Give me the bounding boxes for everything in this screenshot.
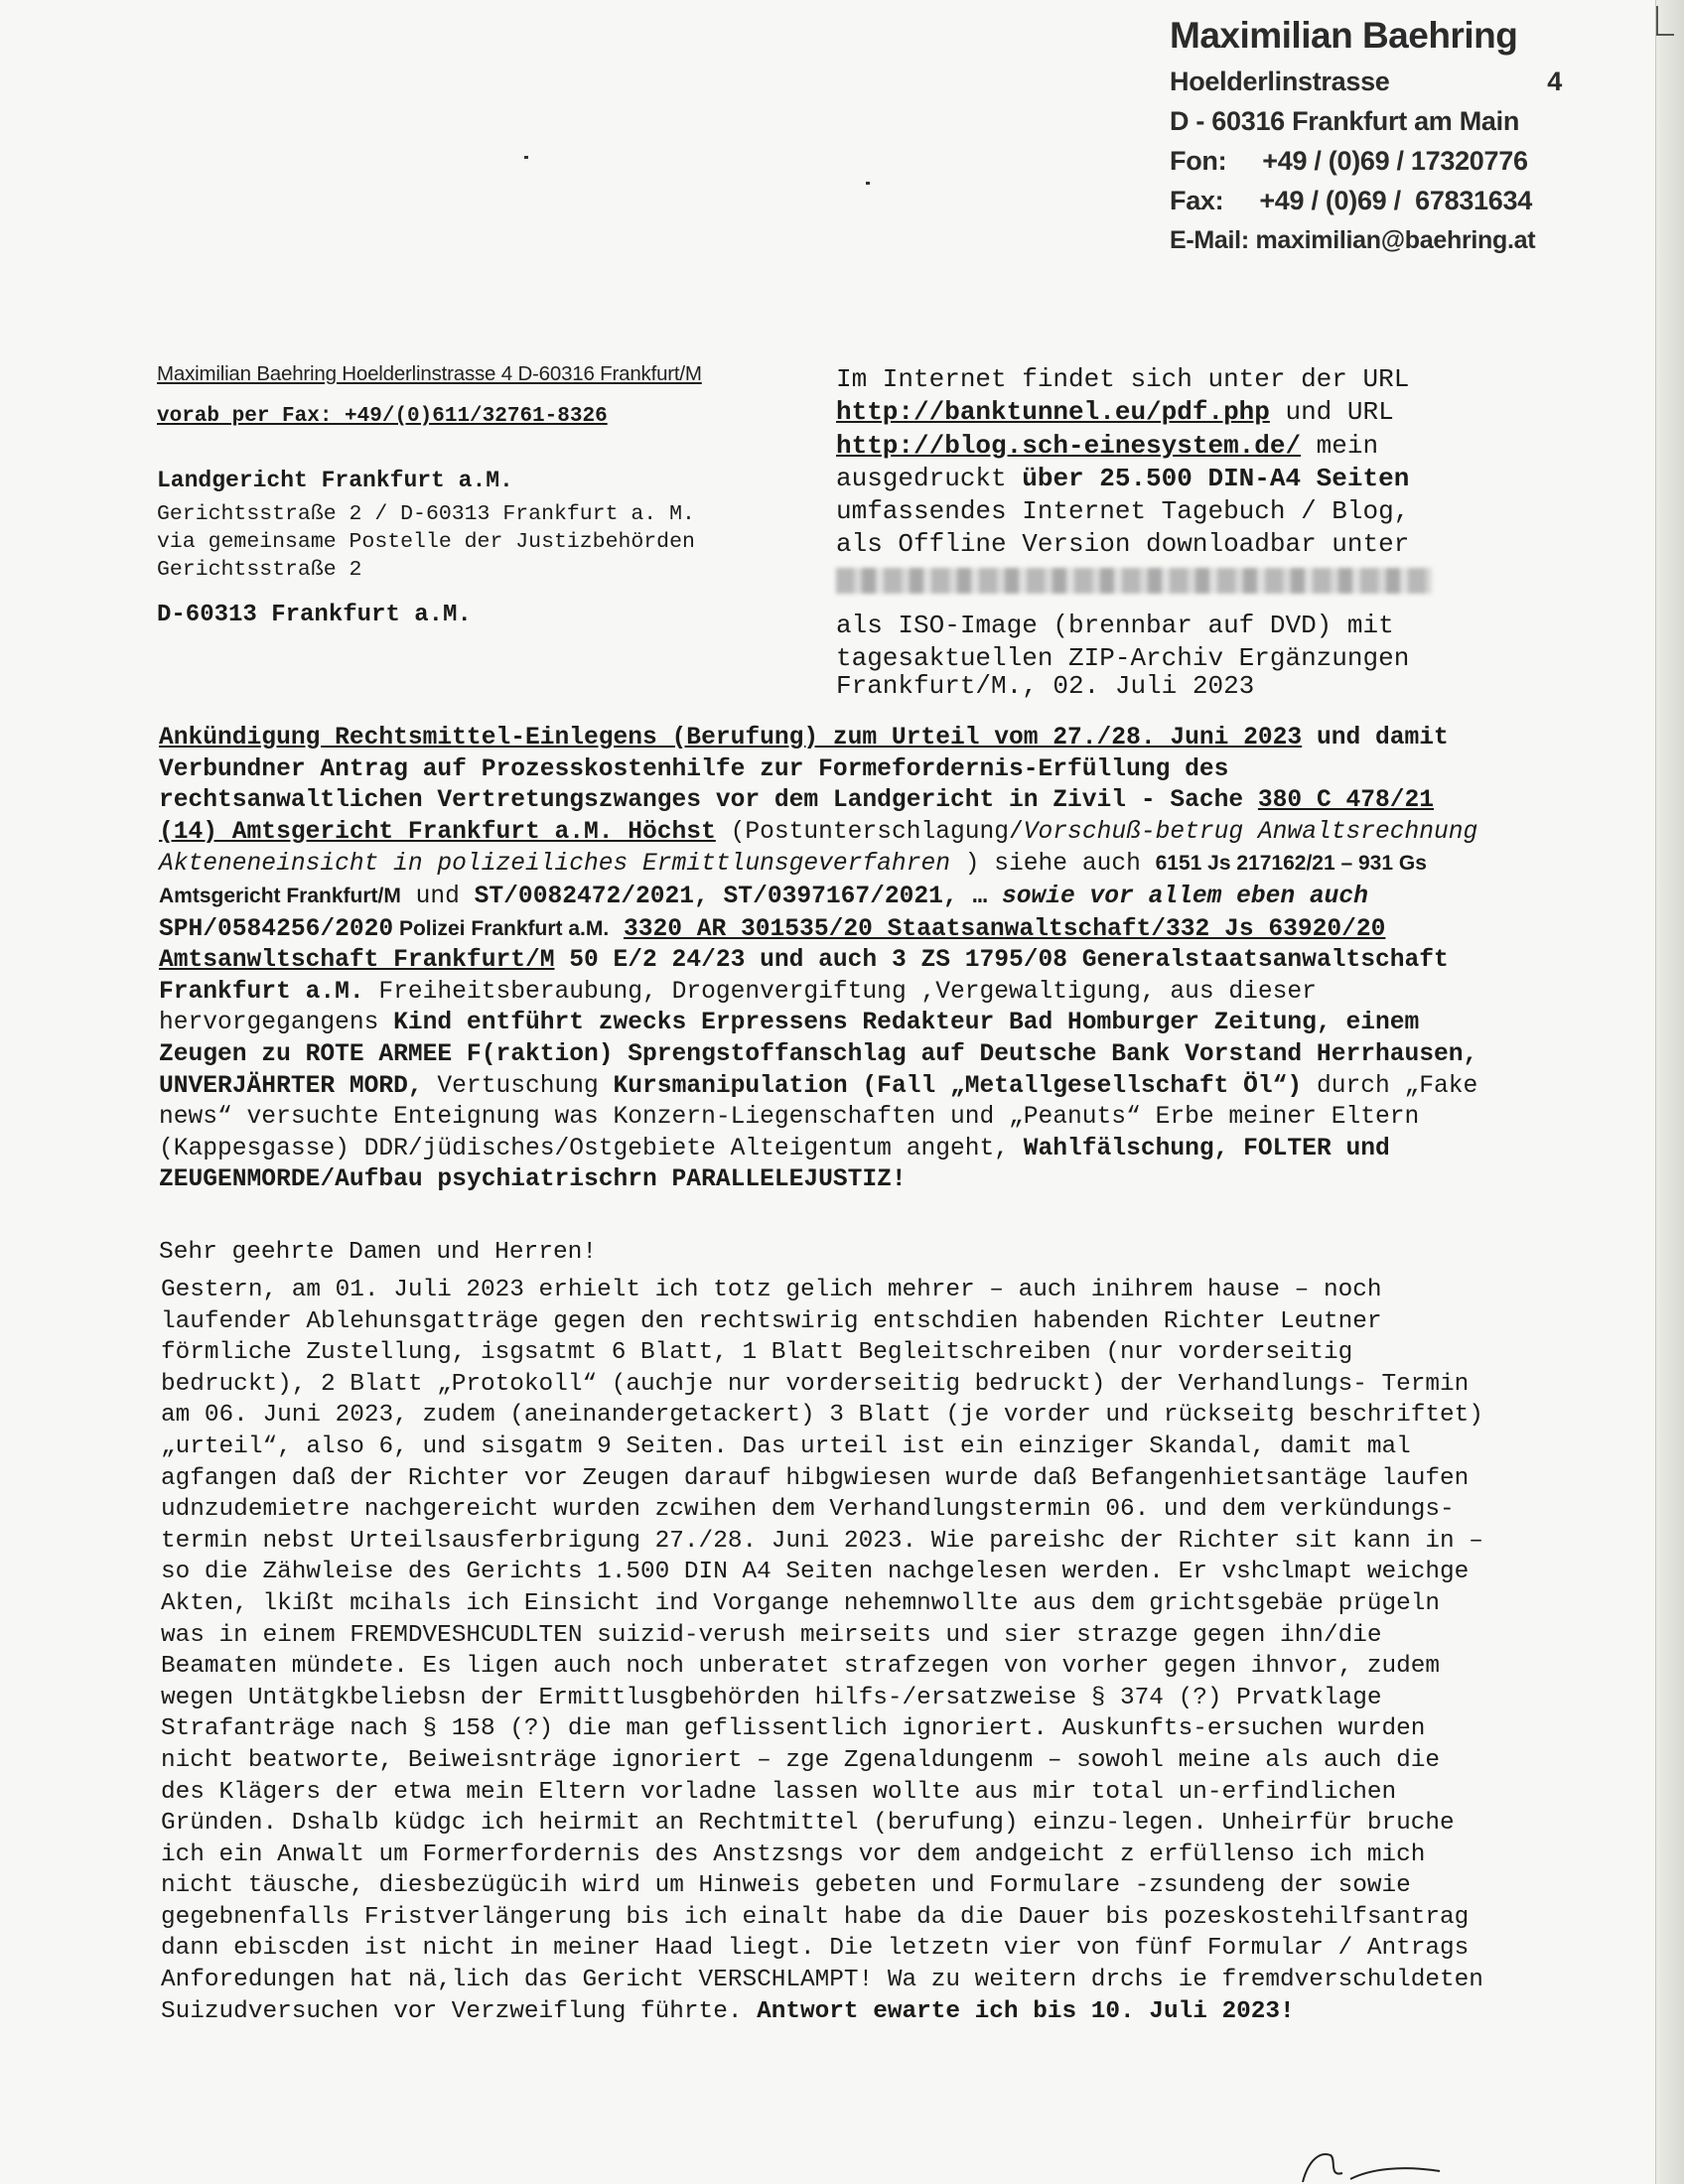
letterhead-email: E-Mail: maximilian@baehring.at bbox=[1170, 226, 1536, 254]
letterhead-name: Maximilian Baehring bbox=[1170, 15, 1518, 56]
redacted-url bbox=[836, 562, 1491, 610]
salutation: Sehr geehrte Damen und Herren! bbox=[159, 1239, 598, 1266]
info-line: tagesaktuellen ZIP-Archiv Ergänzungen bbox=[836, 643, 1410, 674]
page-corner-mark bbox=[1656, 6, 1674, 36]
closing-demand: Antwort ewarte ich bis 10. Juli 2023! bbox=[757, 1997, 1295, 2025]
recipient-line-2: via gemeinsame Postelle der Justizbehörden bbox=[157, 530, 695, 554]
internet-info-block bbox=[836, 363, 1491, 676]
subject-title: Ankündigung Rechtsmittel-Einlegens (Berufung) zum Urteil vom 27./28. Juni 2023 bbox=[159, 725, 1303, 751]
letterhead-fax-row bbox=[1170, 181, 1567, 220]
case-number: ST/0082472/2021, ST/0397167/2021, … bbox=[474, 883, 988, 910]
letterhead-phone-row bbox=[1170, 141, 1567, 181]
case-number: 6151 Js 217162/21 – 931 Gs Amtsgericht Frankfurt/M bbox=[159, 852, 1427, 907]
case-number: 3320 AR 301535/20 Staatsanwaltschaft/332 Js 63920/20 Amtsanwltschaft Frankfurt/M bbox=[159, 915, 1386, 975]
recipient-line-1: Gerichtsstraße 2 / D-60313 Frankfurt a. M. bbox=[157, 502, 695, 526]
fax-advance-line: vorab per Fax: +49/(0)611/32761-8326 bbox=[157, 405, 608, 428]
info-line: ausgedruckt über 25.500 DIN-A4 Seiten bbox=[836, 463, 1410, 493]
letter-body bbox=[161, 1275, 1491, 2027]
letter-date: Frankfurt/M., 02. Juli 2023 bbox=[836, 671, 1255, 701]
fax-number: +49 / (0)69 / 67831634 bbox=[1259, 186, 1532, 215]
subject-block: Ankündigung Rechtsmittel-Einlegens (Berufung) zum Urteil vom 27./28. Juni 2023 und damit Verbundner Antrag auf Prozesskostenhilfe zur Formefordernis-Erfüllung des rechtsanwaltlichen Vertretungszwanges vor dem Landgericht in Zivil - Sache 380 C 478/21 (14) Amtsgericht Frankfurt a.M. Höchst (Postunterschlagung/Vorschuß-betrug Anwaltsrechnung Akteneneinsicht in polizeiliches Ermittlunsgeverfahren ) siehe auch 6151 Js 217162/21 – 931 Gs Amtsgericht Frankfurt/M und ST/0082472/2021, ST/0397167/2021, … sowie vor allem eben auch SPH/0584256/2020 Polizei Frankfurt a.M. 3320 AR 301535/20 Staatsanwaltschaft/332 Js 63920/20 Amtsanwltschaft Frankfurt/M 50 E/2 24/23 und auch 3 ZS 1795/08 Generalstaatsanwaltschaft Frankfurt a.M. Freiheitsberaubung, Drogenvergiftung ,Vergewaltigung, aus dieser hervorgegangens Kind entführt zwecks Erpressens Redakteur Bad Homburger Zeitung, einem Zeugen zu ROTE ARMEE F(raktion) Sprengstoffanschlag auf Deutsche Bank Vorstand Herrhausen, UNVERJÄHRTER MORD, Vertuschung Kursmanipulation (Fall „Metallgesellschaft Öl“) durch „Fake news“ versuchte Enteignung was Konzern-Liegenschaften und „Peanuts“ Erbe meiner Eltern (Kappesgasse) DDR/jüdisches/Ostgebiete Alteigentum angeht, Wahlfälschung, FOLTER und ZEUGENMORDE/Aufbau psychiatrischrn PARALLELEJUSTIZ! bbox=[159, 725, 1478, 1194]
recipient-line-3: Gerichtsstraße 2 bbox=[157, 558, 362, 582]
letterhead-street-row bbox=[1170, 62, 1562, 101]
subject-text: und damit Verbundner Antrag auf Prozesskostenhilfe zur Formefordernis-Erfüllung des rechtsanwaltlichen Vertretungszwanges vor dem Landgericht in Zivil - Sache bbox=[159, 725, 1449, 815]
body-paragraph: Gestern, am 01. Juli 2023 erhielt ich totz gelich mehrer – auch inihrem hause – noch laufender Ablehunsgatträge gegen den rechtswirig entschdien habenden Richter Leutner förmliche Zustellung, isgsatmt 6 Blatt, 1 Blatt Begleitschreiben (nur vorderseitig bedruckt), 2 Blatt „Protokoll“ (auchje nur vorderseitig bedruckt) der Verhandlungs- Termin am 06. Juni 2023, zudem (aneinandergetackert) 3 Blatt (je vorder und rückseitg beschriftet) „urteil“, also 6, und sisgatm 9 Seiten. Das urteil ist ein einziger Skandal, damit mal agfangen daß der Richter vor Zeugen darauf hibgwiesen wurde daß Befangenhietsantäge laufen udnzudemietre nachgereicht wurden zcwihen dem Verhandlungstermin 06. und dem verkündungs-termin nebst Urteilsausferbrigung 27./28. Juni 2023. Wie pareishc der Richter sit kann in – so die Zähwleise des Gerichts 1.500 DIN A4 Seiten nachgelesen werden. Er vshclmapt weichge Akten, lkißt mcihals ich Einsicht ind Vorgange nehemnwollte aus dem grichtsgebäe prügeln was in einem FREMDVESHCUDLTEN suizid-verush meirseits und sier strazge gegen ihn/die Beamaten mündete. Es ligen auch noch unberatet strafzegen von vorher gegen ihnvor, zudem wegen Untätgkbeliebsn der Ermittlusgbehörden hilfs-/ersatzweise § 374 (?) Prvatklage Strafanträge nach § 158 (?) die man geflissentlich ignoriert. Auskunfts-ersuchen wurden nicht beatworte, Beiweisnträge ignoriert – zge Zgenaldungenm – sowohl meine als auch die des Klägers der etwa mein Eltern vorladne lassen wollte aus mir total un-erfindlichen Gründen. Dshalb küdgc ich heirmit an Rechtmittel (berufung) einzu-legen. Unheirfür bruche ich ein Anwalt um Formerfordernis des Anstzsngs vor dem andgeicht z erfüllenso ich mich nicht täusche, diesbezügücih wird um Hinweis gebeten und Formulare -zsundeng der sowie gegebnenfalls Fristverlängerung bis ich einalt habe da die Dauer bis pozeskostehilfsantrag dann ebiscden ist nicht in meiner Haad liegt. Die letzetn vier von fünf Formular / Antrags Anforedungen hat nä,lich das Gericht VERSCHLAMPT! Wa zu weitern drchs ie fremdverschuldeten Suizudversuchen vor Verzweiflung führte. bbox=[161, 1277, 1483, 2025]
info-line: als ISO-Image (brennbar auf DVD) mit bbox=[836, 611, 1394, 641]
info-line: Im Internet findet sich unter der URL bbox=[836, 364, 1410, 394]
signature-mark bbox=[1291, 2149, 1489, 2184]
page-count: über 25.500 DIN-A4 Seiten bbox=[1022, 463, 1410, 493]
scan-speck bbox=[866, 182, 870, 185]
letterhead-house-no: 4 bbox=[1547, 67, 1562, 96]
case-number: 380 C 478/21 (14) Amtsgericht Frankfurt a.M. Höchst bbox=[159, 787, 1435, 846]
recipient-address bbox=[157, 467, 695, 629]
info-line: umfassendes Internet Tagebuch / Blog, bbox=[836, 496, 1410, 527]
info-line: als Offline Version downloadbar unter bbox=[836, 529, 1410, 560]
redacted-text-blur bbox=[836, 568, 1432, 594]
info-line: http://blog.sch-einesystem.de/ mein bbox=[836, 430, 1379, 461]
letterhead bbox=[1170, 10, 1567, 260]
letterhead-city: D - 60316 Frankfurt am Main bbox=[1170, 106, 1520, 136]
case-number: 50 E/2 24/23 und auch 3 ZS 1795/08 Generalstaatsanwaltschaft Frankfurt a.M. bbox=[159, 947, 1449, 1006]
blog-url-2[interactable]: http://blog.sch-einesystem.de/ bbox=[836, 430, 1302, 461]
phone-label: Fon: bbox=[1170, 146, 1227, 176]
fax-label: Fax: bbox=[1170, 186, 1224, 215]
info-line: http://banktunnel.eu/pdf.php und URL bbox=[836, 397, 1394, 428]
scan-speck bbox=[524, 156, 528, 159]
blog-url-1[interactable]: http://banktunnel.eu/pdf.php bbox=[836, 397, 1270, 428]
phone-number: +49 / (0)69 / 17320776 bbox=[1262, 146, 1528, 176]
letterhead-street: Hoelderlinstrasse bbox=[1170, 67, 1390, 96]
recipient-court: Landgericht Frankfurt a.M. bbox=[157, 468, 513, 493]
recipient-city: D-60313 Frankfurt a.M. bbox=[157, 602, 472, 628]
sender-return-line: Maximilian Baehring Hoelderlinstrasse 4 D-60316 Frankfurt/M bbox=[157, 362, 702, 385]
page-edge bbox=[1655, 0, 1684, 2184]
